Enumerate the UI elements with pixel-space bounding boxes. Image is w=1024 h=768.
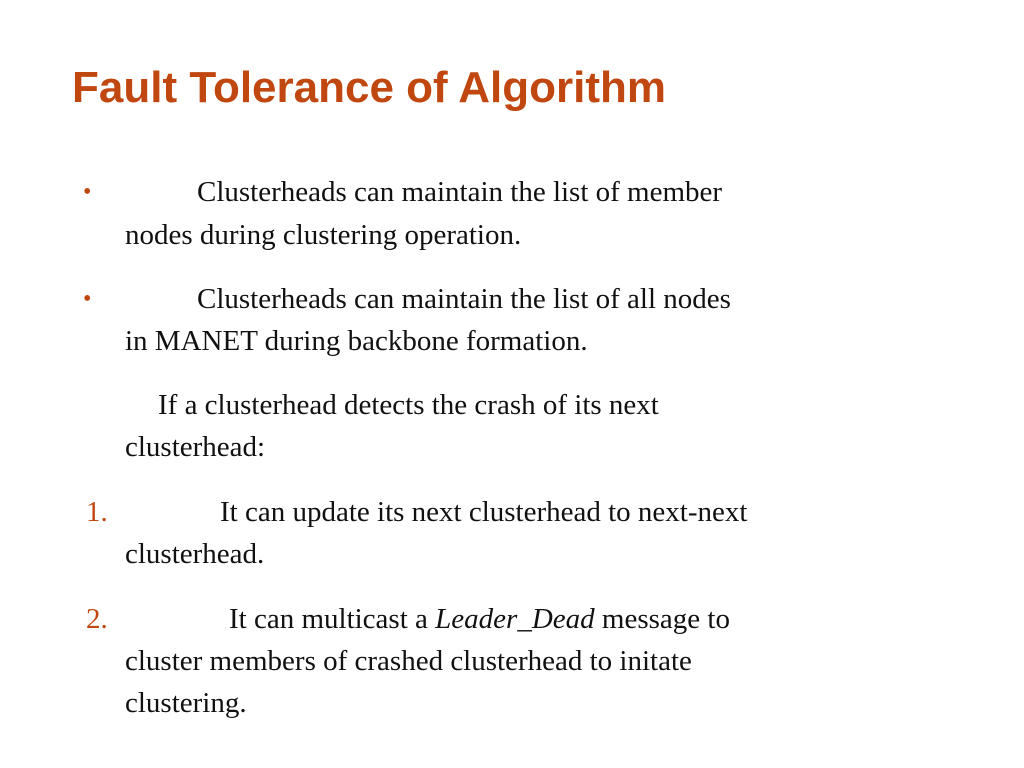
- numbered-text-line: [229, 598, 730, 640]
- intro-text-line: If a clusterhead detects the crash of its next: [158, 389, 659, 421]
- bullet-text-line: in MANET during backbone formation.: [125, 325, 588, 357]
- bullet-marker: •: [83, 179, 92, 205]
- number-marker: 1.: [86, 496, 108, 528]
- numbered-text-line: clustering.: [125, 687, 247, 719]
- slide-title: Fault Tolerance of Algorithm: [72, 63, 667, 112]
- numbered-text-line: cluster members of crashed clusterhead to initate: [125, 645, 692, 677]
- bullet-text-line: Clusterheads can maintain the list of member: [197, 176, 723, 208]
- intro-text-line: clusterhead:: [125, 431, 266, 463]
- text-segment: It can multicast a: [229, 603, 436, 635]
- number-marker: 2.: [86, 603, 108, 635]
- bullet-text-line: nodes during clustering operation.: [125, 219, 522, 251]
- numbered-text-line: It can update its next clusterhead to next-next: [220, 496, 748, 528]
- bullet-marker: •: [83, 286, 92, 312]
- text-segment: message to: [594, 603, 730, 635]
- leader-dead-term: Leader_Dead: [435, 603, 595, 635]
- numbered-text-line: clusterhead.: [125, 538, 265, 570]
- bullet-text-line: Clusterheads can maintain the list of all nodes: [197, 283, 731, 315]
